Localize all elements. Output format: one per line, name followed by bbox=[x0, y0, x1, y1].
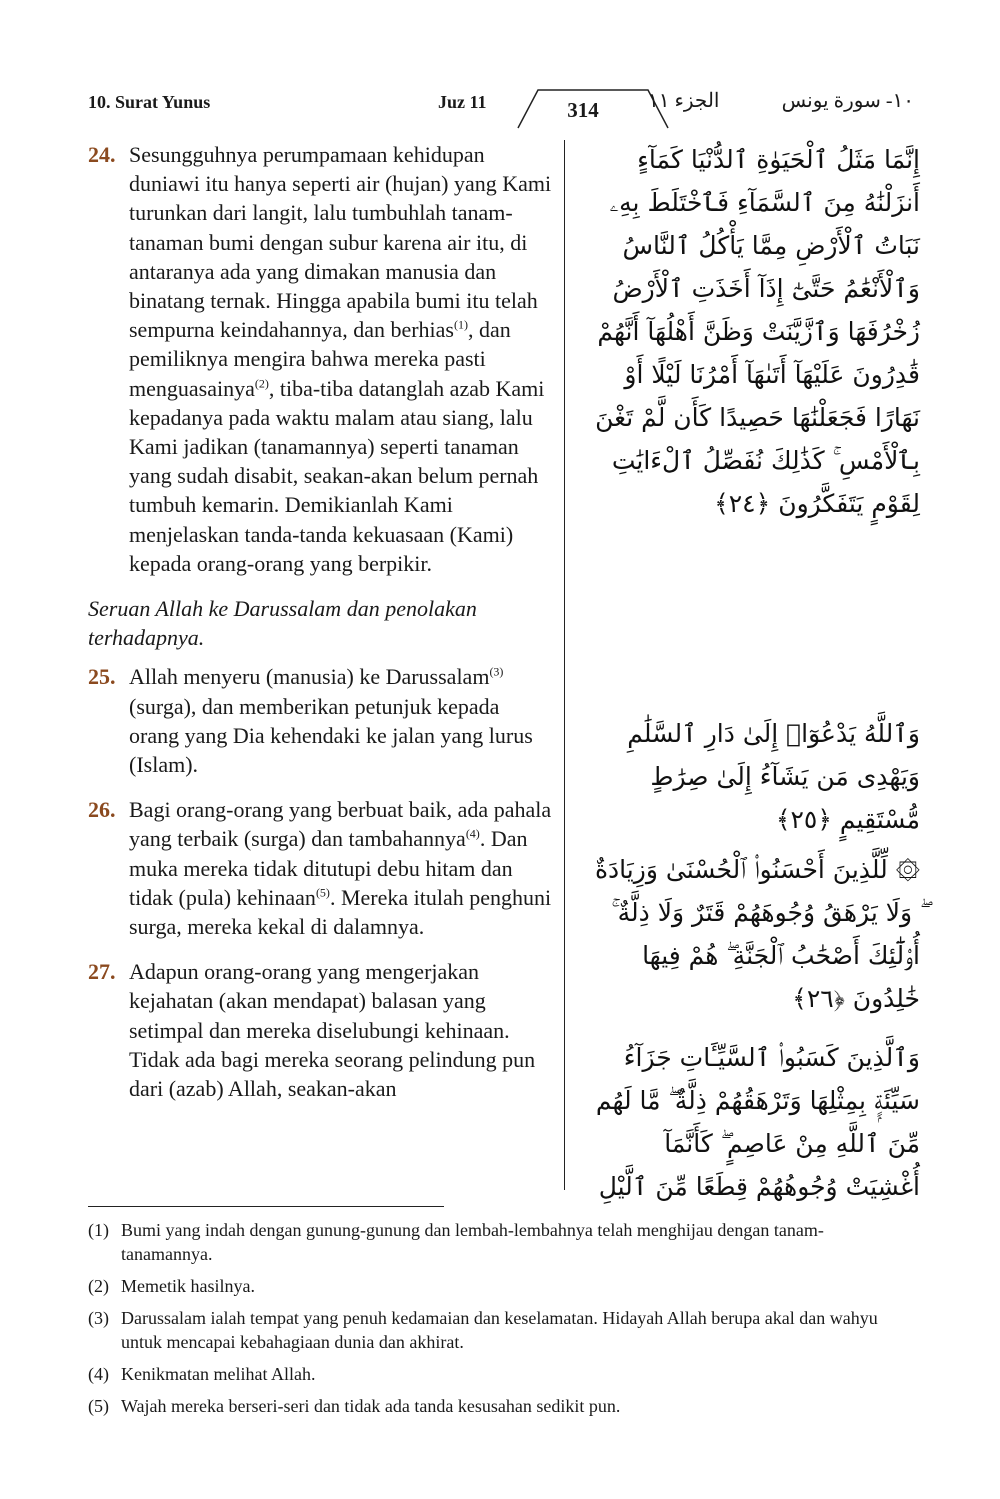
verse-number: 26. bbox=[88, 797, 116, 823]
footnote-number: (5) bbox=[88, 1396, 109, 1416]
juz-latin-label: Juz 11 bbox=[438, 92, 487, 112]
footnote-number: (2) bbox=[88, 1276, 109, 1296]
footnote-item bbox=[88, 1394, 916, 1418]
footnote-item bbox=[88, 1306, 916, 1354]
footnote-text: Kenikmatan melihat Allah. bbox=[121, 1364, 316, 1384]
verse-text: Bagi orang-orang yang berbuat baik, ada pahala yang terbaik (surga) dan tambahannya bbox=[129, 797, 552, 852]
verse-text: Sesungguhnya perumpamaan kehidupan duniawi itu hanya seperti air (hujan) yang Kami turunkan dari langit, lalu tumbuhlah tanam-tanaman bumi dengan subur karena air itu, di antaranya ada yang dimakan manusia dan binatang ternak. Hingga apabila bumi itu telah sempurna keindahannya, dan berhias bbox=[129, 142, 552, 343]
footnote-separator bbox=[88, 1206, 444, 1207]
footnote-item bbox=[88, 1274, 916, 1298]
footnote-item bbox=[88, 1362, 916, 1386]
verse-24-arabic: إِنَّمَا مَثَلُ ٱلْحَيَوٰةِ ٱلدُّنْيَا كَمَآءٍ أَنزَلْنَٰهُ مِنَ ٱلسَّمَآءِ فَٱخْتَلَطَ بِهِۦ نَبَاتُ ٱلْأَرْضِ مِمَّا يَأْكُلُ ٱلنَّاسُ وَٱلْأَنْعَٰمُ حَتَّىٰٓ إِذَآ أَخَذَتِ ٱلْأَرْضُ زُخْرُفَهَا وَٱزَّيَّنَتْ وَظَنَّ أَهْلُهَآ أَنَّهُمْ قَٰدِرُونَ عَلَيْهَآ أَتَىٰهَآ أَمْرُنَا لَيْلًا أَوْ نَهَارًا فَجَعَلْنَٰهَا حَصِيدًا كَأَن لَّمْ تَغْنَ بِٱلْأَمْسِ ۚ كَذَٰلِكَ نُفَصِّلُ ٱلْءَايَٰتِ لِقَوْمٍ يَتَفَكَّرُونَ ﴿٢٤﴾ bbox=[595, 145, 920, 518]
verse-text: Adapun orang-orang yang mengerjakan kejahatan (akan mendapat) balasan yang setimpal dan mereka diselubungi kehinaan. Tidak ada bagi mereka seorang pelindung pun dari (azab) Allah, seakan-akan bbox=[129, 959, 536, 1102]
footnote-ref[interactable]: (3) bbox=[489, 665, 504, 680]
verse-text: Allah menyeru (manusia) ke Darussalam bbox=[129, 664, 490, 690]
verse-text: , tiba-tiba datanglah azab Kami kepadanya pada waktu malam atau siang, lalu Kami jadikan (tanamannya) seperti tanaman yang sudah disabit, seakan-akan belum pernah tumbuh kemarin. Demikianlah Kami menjelaskan tanda-tanda kekuasaan (Kami) kepada orang-orang yang berpikir. bbox=[129, 375, 545, 576]
footnote-text: Wajah mereka berseri-seri dan tidak ada tanda kesusahan sedikit pun. bbox=[121, 1396, 621, 1416]
section-heading: Seruan Allah ke Darussalam dan penolakan terhadapnya. bbox=[88, 596, 477, 651]
verse-26-arabic: ۞ لِّلَّذِينَ أَحْسَنُوا۟ ٱلْحُسْنَىٰ وَزِيَادَةٌ ۖ وَلَا يَرْهَقُ وُجُوهَهُمْ قَتَرٌ وَلَا ذِلَّةٌ ۚ أُو۟لَٰٓئِكَ أَصْحَٰبُ ٱلْجَنَّةِ ۖ هُمْ فِيهَا خَٰلِدُونَ ﴿٢٦﴾ bbox=[594, 855, 920, 1013]
verse-text: . Mereka itulah penghuni surga, mereka kekal di dalamnya. bbox=[129, 884, 552, 940]
footnote-ref[interactable]: (2) bbox=[254, 376, 269, 391]
surah-arabic-title: ١٠- سورة يونس bbox=[781, 90, 914, 112]
verse-25-translation bbox=[88, 662, 554, 779]
verse-text: , dan pemiliknya mengira bahwa mereka pasti menguasainya bbox=[129, 317, 511, 401]
column-divider bbox=[564, 140, 565, 1190]
verse-number: 24. bbox=[88, 142, 116, 167]
verse-27-translation bbox=[88, 957, 558, 1103]
footnote-number: (1) bbox=[88, 1220, 109, 1240]
footnote-item bbox=[88, 1218, 916, 1266]
footnote-text: Memetik hasilnya. bbox=[121, 1276, 255, 1296]
verse-number: 27. bbox=[88, 959, 116, 985]
verse-26-translation bbox=[88, 795, 558, 941]
footnote-text: Bumi yang indah dengan gunung-gunung dan lembah-lembahnya telah menghijau dengan tanam- tanamannya. bbox=[121, 1220, 824, 1264]
juz-arabic-label: الجزء ١١ bbox=[648, 90, 720, 112]
footnote-ref[interactable]: (5) bbox=[315, 885, 330, 900]
footnote-number: (4) bbox=[88, 1364, 109, 1384]
verse-24-translation bbox=[88, 140, 558, 578]
footnote-ref[interactable]: (1) bbox=[454, 317, 468, 332]
verse-25-arabic: وَٱللَّهُ يَدْعُوٓا۟ إِلَىٰ دَارِ ٱلسَّلَٰمِ وَيَهْدِى مَن يَشَآءُ إِلَىٰ صِرَٰطٍ مُّسْتَقِيمٍ ﴿٢٥﴾ bbox=[627, 719, 920, 834]
footnote-ref[interactable]: (4) bbox=[465, 827, 480, 842]
footnote-text: Darussalam ialah tempat yang penuh kedamaian dan keselamatan. Hidayah Allah berupa akal dan wahyu untuk mencapai kebahagiaan dunia dan akhirat. bbox=[121, 1308, 878, 1352]
surah-latin-title: 10. Surat Yunus bbox=[88, 92, 211, 112]
verse-27-arabic: وَٱلَّذِينَ كَسَبُوا۟ ٱلسَّيِّـَٔاتِ جَزَآءُ سَيِّئَةٍۭ بِمِثْلِهَا وَتَرْهَقُهُمْ ذِلَّةٌ ۖ مَّا لَهُم مِّنَ ٱللَّهِ مِنْ عَاصِمٍ ۖ كَأَنَّمَآ أُغْشِيَتْ وُجُوهُهُمْ قِطَعًا مِّنَ ٱلَّيْلِ bbox=[595, 1043, 920, 1201]
page-number: 314 bbox=[567, 98, 599, 122]
footnote-number: (3) bbox=[88, 1308, 109, 1328]
verse-number: 25. bbox=[88, 664, 116, 690]
translation-column bbox=[88, 140, 558, 1103]
verse-text: (surga), dan memberikan petunjuk kepada orang yang Dia kehendaki ke jalan yang lurus (Islam). bbox=[129, 693, 533, 778]
page-header bbox=[88, 88, 914, 128]
footnotes bbox=[88, 1218, 916, 1426]
verse-text: . Dan muka mereka tidak ditutupi debu hitam dan tidak (pula) kehinaan bbox=[129, 826, 528, 910]
